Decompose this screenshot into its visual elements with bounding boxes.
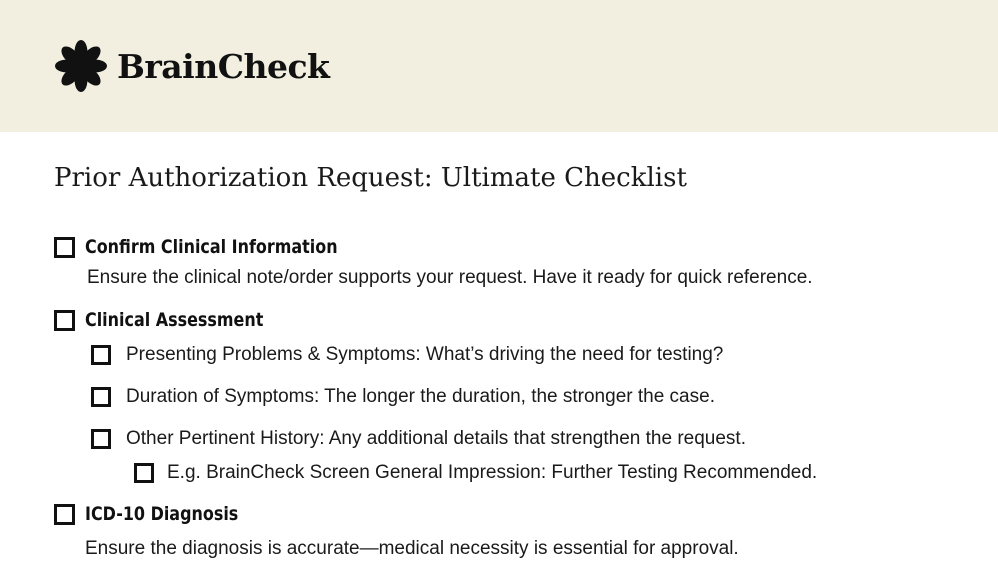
page-title: Prior Authorization Request: Ultimate Checklist [54,163,687,193]
checklist-subitem [91,344,723,366]
checkbox[interactable] [91,345,111,365]
checkbox[interactable] [54,237,75,258]
subitem-label: Other Pertinent History: Any additional details that strengthen the request. [126,428,746,449]
subitem-label: Presenting Problems & Symptoms: What’s driving the need for testing? [126,344,724,365]
checklist-subitem [91,428,746,450]
checkbox[interactable] [91,387,111,407]
nested-subitem-label: E.g. BrainCheck Screen General Impression: Further Testing Recommended. [167,462,818,483]
checklist-item-confirm-clinical [54,236,386,258]
checklist-nested-subitem [134,462,817,484]
checklist-subitem [91,386,715,408]
section-heading: Confirm Clinical Information [85,236,338,258]
section-heading: ICD-10 Diagnosis [85,503,239,525]
brand-name: BrainCheck [117,46,330,86]
checkbox[interactable] [54,310,75,331]
section-description: Ensure the clinical note/order supports your request. Have it ready for quick reference. [87,267,813,288]
checkbox[interactable] [91,429,111,449]
brand-logo[interactable] [55,40,329,92]
section-heading: Clinical Assessment [85,309,264,331]
checkbox[interactable] [54,504,75,525]
checklist-item-icd10 [54,503,268,525]
checkbox[interactable] [134,463,154,483]
section-description: Ensure the diagnosis is accurate—medical necessity is essential for approval. [85,538,739,559]
page-header [0,0,998,132]
subitem-label: Duration of Symptoms: The longer the duration, the stronger the case. [126,386,715,407]
flower-petal-icon [55,40,107,92]
checklist-item-clinical-assessment [54,309,297,331]
